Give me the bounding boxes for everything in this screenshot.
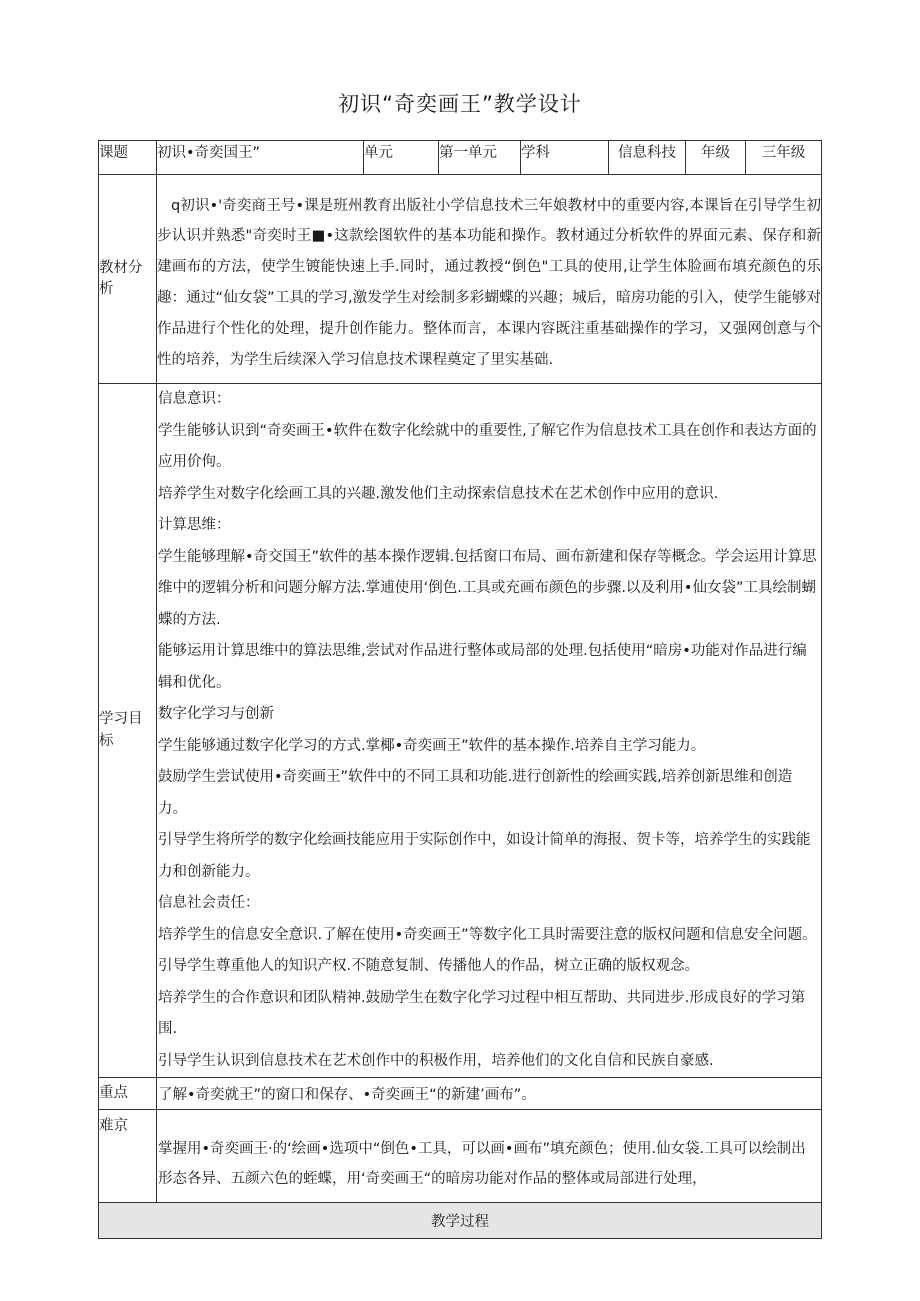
objective-line: 引导学生认识到信息技术在艺术创作中的积极作用，培养他们的文化自信和民族自豪感. [158, 1052, 714, 1069]
grade-label: 年级 [686, 141, 746, 175]
grade-value: 三年级 [746, 141, 822, 175]
difficulty-row [99, 1110, 822, 1203]
objective-line: 数字化学习与创新 [158, 706, 274, 722]
difficulty-label: 难京 [99, 1110, 157, 1203]
objective-line: 能够运用计算思维中的算法思维,尝试对作品进行整体或局部的处理.包括使用“暗房•功能对作品进行编辑和优化。 [158, 643, 807, 691]
objective-line: 学生能够认识到“奇奕画王•软件在数字化绘就中的重要性,了解它作为信息技术工具在创作和表达方面的应用价佝。 [158, 422, 817, 470]
objective-line: 计算思维： [158, 517, 231, 533]
key-point-label: 重点 [99, 1078, 157, 1110]
header-row [99, 141, 822, 175]
lesson-plan-table [98, 140, 822, 1239]
objectives-content [157, 384, 822, 1078]
process-row [99, 1203, 822, 1239]
objective-line: 鼓励学生尝试使用•奇奕画王”软件中的不同工具和功能.进行创新性的绘画实践,培养创新思维和创造力。 [158, 769, 793, 817]
material-label: 教材分析 [99, 175, 157, 384]
objectives-label: 学习目标 [99, 384, 157, 1078]
objective-line: 引导学生尊重他人的知识产权.不随意复制、传播他人的作品，树立正确的版权观念。 [158, 958, 700, 974]
material-paragraph: q初识•'奇奕商王号•课是班州教育出版社小学信息技术三年娘教材中的重要内容,本课旨在引导学生初步认识并熟悉"奇奕时王■•这款绘图软件的基本功能和操作。教材通过分析软件的界面元素、保存和新建画布的方法，使学生镀能快速上手.同时，通过教授“倒色"工具的使用,让学生体脸画布填充颜色的乐趣：通过“仙女袋”工具的学习,激发学生对绘制多彩蝴蝶的兴趣；城后，暗房功能的引入，使学生能够对作品进行个性化的处理，提升创作能力。整体而言，本课内容既注重基础操作的学习，又强网创意与个性的培养，为学生后续深入学习信息技术课程奠定了里实基础. [157, 197, 821, 368]
objective-line: 培养学生对数字化绘画工具的兴趣.激发他们主动探索信息技术在艺术创作中应用的意识. [158, 485, 719, 502]
document-title: 初识“奇奕画王”教学设计 [338, 92, 582, 116]
material-text [157, 175, 822, 384]
objective-line: 信息社会责任： [158, 895, 260, 911]
unit-value: 第一单元 [439, 141, 521, 175]
difficulty-text: 掌握用•奇奕画王·的‘绘画•选项中“倒色•工具，可以画•画布”填充颜色；使用.仙女袋.工具可以绘制出形态各异、五颜六色的蛭蝶，用‘奇奕画王“的暗房功能对作品的整体或局部进行处理， [157, 1110, 822, 1203]
objectives-row [99, 384, 822, 1078]
key-point-row [99, 1078, 822, 1110]
objective-line: 培养学生的信息安全意识.了解在使用•奇奕画王”等数字化工具时需要注意的版权问题和信息安全问题。 [158, 926, 817, 943]
course-value: 初识•奇奕国王” [157, 141, 364, 175]
key-point-text: 了解•奇奕就王”的窗口和保存、•奇奕画王“的新建’画布”。 [157, 1078, 822, 1110]
objective-line: 信息意识： [158, 391, 231, 407]
material-row [99, 175, 822, 384]
process-header: 教学过程 [99, 1203, 822, 1239]
course-label: 课题 [99, 141, 157, 175]
subject-label: 学科 [521, 141, 609, 175]
objective-line: 学生能够理解•奇交国王”软件的基本操作逻辑.包括窗口布局、画布新建和保存等概念。学会运用计算思维中的逻辑分析和问题分解方法.掌逋使用‘倒色.工具或充画布颜色的步骤.以及利用•仙女袋”工具绘制蝴蝶的方法. [158, 548, 817, 628]
objective-line: 培养学生的合作意识和团队精神.鼓励学生在数字化学习过程中相互帮助、共同进步.形成良好的学习第围. [158, 989, 806, 1037]
unit-label: 单元 [364, 141, 439, 175]
subject-value: 信息科技 [609, 141, 686, 175]
objective-line: 学生能够通过数字化学习的方式.掌椰•奇奕画王”软件的基本操作.培养自主学习能力。 [158, 737, 706, 754]
objective-line: 引导学生将所学的数字化绘画技能应用于实际创作中，如设计简单的海报、贺卡等，培养学生的实践能力和创新能力。 [158, 832, 811, 880]
